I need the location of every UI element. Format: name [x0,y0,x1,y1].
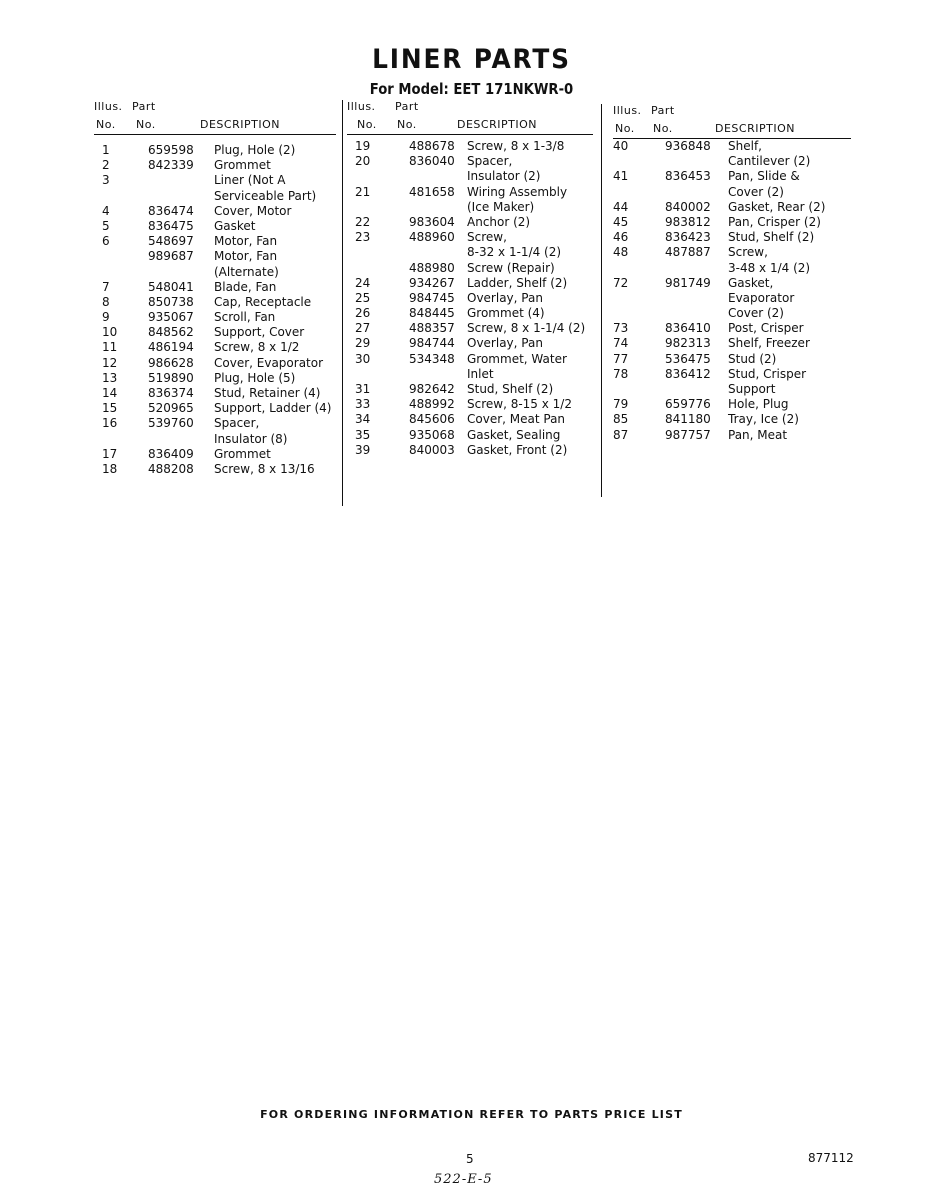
illus-number: 31 [355,382,371,396]
part-number: 488357 [409,321,455,336]
illus-number: 3 [102,173,110,188]
part-number: 836453 [665,169,711,184]
table-row [347,291,597,306]
table-row [347,336,597,351]
part-number: 936848 [665,139,711,153]
table-row [613,200,858,215]
part-number: 519890 [148,370,194,385]
part-number: 836475 [148,218,194,233]
table-row [94,173,338,188]
illus-number: 24 [355,275,371,290]
part-number: 539760 [148,416,194,431]
illus-number: 73 [613,321,629,336]
illus-number: 29 [355,336,371,351]
part-number: 841180 [665,412,711,427]
illus-number: 23 [355,230,371,245]
illus-number: 44 [613,199,629,214]
part-no-header: No. [136,118,156,131]
part-number: 488678 [409,139,455,153]
table-row [613,139,858,154]
table-row [94,371,338,386]
table-row [94,432,338,447]
table-row [613,321,858,336]
column-header [613,104,858,139]
part-description: Gasket, Rear (2) [728,199,826,214]
part-number: 548697 [148,234,194,249]
part-description: Spacer, [467,154,513,169]
table-row [613,245,858,260]
table-row [613,185,858,200]
part-number: 989687 [148,249,194,264]
part-description: Pan, Slide & [728,169,800,184]
table-row [347,428,597,443]
table-row [94,280,338,295]
part-description: Cover, Meat Pan [467,412,566,427]
table-row [613,291,858,306]
illus-number: 46 [613,230,629,245]
table-row [613,428,858,443]
table-row [94,234,338,249]
part-description: (Alternate) [214,264,279,279]
part-description: Stud, Shelf (2) [728,230,815,245]
table-row [347,261,597,276]
table-row [613,169,858,184]
illus-number: 8 [102,294,110,309]
illus-number: 6 [102,234,110,249]
part-number: 536475 [665,351,711,366]
part-number: 840002 [665,199,711,214]
part-description: Gasket, Sealing [467,427,561,442]
part-description: Plug, Hole (5) [214,370,296,385]
illus-header: Illus. [347,100,376,113]
part-no-header: No. [397,118,417,131]
illus-number: 77 [613,351,629,366]
parts-column-1 [94,100,338,477]
column-header [347,100,597,135]
illus-number: 87 [613,427,629,442]
part-description: Screw, [467,230,507,245]
table-row [613,397,858,412]
part-description: Cover, Evaporator [214,355,324,370]
part-number: 934267 [409,275,455,290]
part-description: Stud, Retainer (4) [214,386,321,400]
document-number: 877112 [808,1151,854,1165]
part-number: 481658 [409,184,455,199]
part-description: Motor, Fan [214,249,278,264]
table-row [347,154,597,169]
part-description: Shelf, Freezer [728,336,810,351]
part-description: Stud (2) [728,351,777,366]
table-row [347,245,597,260]
part-number: 984744 [409,336,455,351]
part-description: Plug, Hole (2) [214,143,296,157]
part-number: 488960 [409,230,455,245]
table-row [94,158,338,173]
table-row [347,169,597,184]
part-description: Screw (Repair) [467,260,555,275]
table-row [94,143,338,158]
part-description: Hole, Plug [728,397,789,412]
illus-number: 2 [102,158,110,173]
table-row [94,401,338,416]
table-row [94,447,338,462]
part-number: 935068 [409,427,455,442]
illus-number: 16 [102,416,118,431]
part-description: Cover, Motor [214,203,292,218]
table-row [94,416,338,431]
part-description: Cover (2) [728,184,784,199]
part-number: 983812 [665,214,711,229]
part-number: 659776 [665,397,711,412]
part-number: 659598 [148,143,194,157]
illus-number: 30 [355,351,371,366]
part-number: 842339 [148,158,194,173]
part-description: Insulator (2) [467,169,541,184]
description-header: DESCRIPTION [200,118,280,131]
part-number: 845606 [409,412,455,427]
part-description: Evaporator [728,290,795,305]
part-number: 836423 [665,230,711,245]
table-row [347,321,597,336]
table-row [347,443,597,458]
part-description: Support, Cover [214,325,305,340]
illus-number: 13 [102,370,118,385]
part-description: Support, Ladder (4) [214,401,332,416]
illus-header: Illus. [94,100,123,113]
table-row [613,336,858,351]
table-row [94,310,338,325]
part-number: 520965 [148,401,194,416]
table-row [613,367,858,382]
illus-number: 72 [613,275,629,290]
part-description: Grommet [214,158,271,173]
table-row [94,204,338,219]
part-number: 984745 [409,290,455,305]
part-description: Motor, Fan [214,234,278,249]
illus-number: 35 [355,427,371,442]
table-row [94,249,338,264]
illus-number: 22 [355,214,371,229]
part-number: 488992 [409,397,455,412]
illus-number: 20 [355,154,371,169]
table-row [94,340,338,355]
table-row [613,306,858,321]
illus-number: 78 [613,366,629,381]
table-row [347,397,597,412]
table-row [347,352,597,367]
table-row [347,382,597,397]
column-divider [601,104,602,497]
part-description: Ladder, Shelf (2) [467,275,568,290]
part-description: Inlet [467,366,494,381]
part-description: Tray, Ice (2) [728,412,799,427]
part-description: Blade, Fan [214,279,277,294]
part-description: Screw, [728,245,768,260]
illus-number: 4 [102,203,110,218]
part-description: Screw, 8-15 x 1/2 [467,397,572,412]
part-number: 836409 [148,446,194,461]
part-description: Wiring Assembly [467,184,568,199]
part-number: 981749 [665,275,711,290]
illus-number: 19 [355,139,371,153]
table-row [347,276,597,291]
illus-number: 40 [613,139,629,153]
illus-number: 5 [102,218,110,233]
illus-header: Illus. [613,104,642,117]
handwritten-note: 522-E-5 [434,1172,493,1187]
part-number: 836474 [148,203,194,218]
table-row [613,382,858,397]
table-row [347,230,597,245]
table-row [347,185,597,200]
part-number: 850738 [148,294,194,309]
part-description: Gasket, Front (2) [467,442,568,457]
table-row [94,265,338,280]
part-description: Serviceable Part) [214,188,317,203]
illus-number: 15 [102,401,118,416]
illus-number: 85 [613,412,629,427]
illus-number: 74 [613,336,629,351]
description-header: DESCRIPTION [715,122,795,135]
model-subtitle: For Model: EET 171NKWR-0 [369,80,574,98]
illus-number: 17 [102,446,118,461]
table-row [94,386,338,401]
illus-number: 14 [102,386,118,400]
illus-number: 1 [102,143,110,157]
illus-number: 79 [613,397,629,412]
part-description: Stud, Shelf (2) [467,382,554,396]
description-header: DESCRIPTION [457,118,537,131]
part-number: 848445 [409,306,455,321]
illus-number: 27 [355,321,371,336]
ordering-info-note: FOR ORDERING INFORMATION REFER TO PARTS PRICE LIST [260,1108,683,1121]
illus-number: 9 [102,310,110,325]
table-row [94,219,338,234]
table-row [613,412,858,427]
part-description: Support [728,382,776,396]
part-description: Screw, 8 x 1-1/4 (2) [467,321,586,336]
part-header: Part [395,100,419,113]
table-row [94,356,338,371]
part-description: Grommet [214,446,271,461]
illus-number: 12 [102,355,118,370]
part-description: Cover (2) [728,306,784,321]
table-row [613,215,858,230]
illus-no-header: No. [615,122,635,135]
part-number: 534348 [409,351,455,366]
column-header [94,100,338,135]
part-description: Grommet (4) [467,306,545,321]
part-description: (Ice Maker) [467,199,535,214]
part-description: Pan, Crisper (2) [728,214,821,229]
part-description: 3-48 x 1/4 (2) [728,260,811,275]
table-row [94,295,338,310]
parts-column-2 [347,100,597,458]
table-row [94,189,338,204]
part-description: Post, Crisper [728,321,804,336]
part-description: Spacer, [214,416,260,431]
part-header: Part [651,104,675,117]
illus-number: 33 [355,397,371,412]
illus-number: 41 [613,169,629,184]
illus-number: 34 [355,412,371,427]
part-description: Liner (Not A [214,173,286,188]
table-row [347,200,597,215]
part-number: 935067 [148,310,194,325]
part-number: 836374 [148,386,194,400]
part-description: Cantilever (2) [728,154,811,169]
illus-no-header: No. [96,118,116,131]
illus-number: 26 [355,306,371,321]
part-number: 986628 [148,355,194,370]
table-row [347,412,597,427]
table-row [613,261,858,276]
illus-number: 10 [102,325,118,340]
part-number: 983604 [409,214,455,229]
part-description: Stud, Crisper [728,366,807,381]
part-description: Overlay, Pan [467,336,543,351]
part-description: Screw, 8 x 1-3/8 [467,139,565,153]
table-row [613,154,858,169]
header-rule [347,134,593,135]
table-row [347,139,597,154]
table-row [347,367,597,382]
illus-number: 45 [613,214,629,229]
part-no-header: No. [653,122,673,135]
illus-number: 7 [102,279,110,294]
illus-number: 21 [355,184,371,199]
illus-no-header: No. [357,118,377,131]
part-number: 836040 [409,154,455,169]
part-description: Anchor (2) [467,214,531,229]
table-row [613,230,858,245]
part-number: 487887 [665,245,711,260]
table-row [613,352,858,367]
part-number: 488980 [409,260,455,275]
illus-number: 18 [102,461,118,476]
part-number: 982642 [409,382,455,396]
part-number: 848562 [148,325,194,340]
part-number: 836412 [665,366,711,381]
part-number: 982313 [665,336,711,351]
parts-column-3 [613,100,858,443]
column-divider [342,100,343,506]
part-description: 8-32 x 1-1/4 (2) [467,245,562,260]
table-row [347,306,597,321]
part-number: 836410 [665,321,711,336]
part-description: Cap, Receptacle [214,294,312,309]
table-row [94,462,338,477]
part-description: Screw, 8 x 13/16 [214,461,315,476]
part-description: Scroll, Fan [214,310,276,325]
page-title: LINER PARTS [372,44,571,75]
illus-number: 11 [102,340,118,355]
part-number: 486194 [148,340,194,355]
part-description: Screw, 8 x 1/2 [214,340,300,355]
part-description: Pan, Meat [728,427,788,442]
table-row [94,325,338,340]
table-row [613,276,858,291]
part-description: Gasket, [728,275,774,290]
page-number: 5 [466,1152,474,1166]
part-description: Grommet, Water [467,351,567,366]
part-description: Insulator (8) [214,431,288,446]
table-row [347,215,597,230]
part-number: 840003 [409,442,455,457]
part-number: 548041 [148,279,194,294]
illus-number: 39 [355,442,371,457]
illus-number: 48 [613,245,629,260]
part-description: Overlay, Pan [467,290,543,305]
part-number: 488208 [148,461,194,476]
part-description: Gasket [214,218,256,233]
illus-number: 25 [355,290,371,305]
part-description: Shelf, [728,139,762,153]
part-number: 987757 [665,427,711,442]
part-header: Part [132,100,156,113]
header-rule [94,134,336,135]
